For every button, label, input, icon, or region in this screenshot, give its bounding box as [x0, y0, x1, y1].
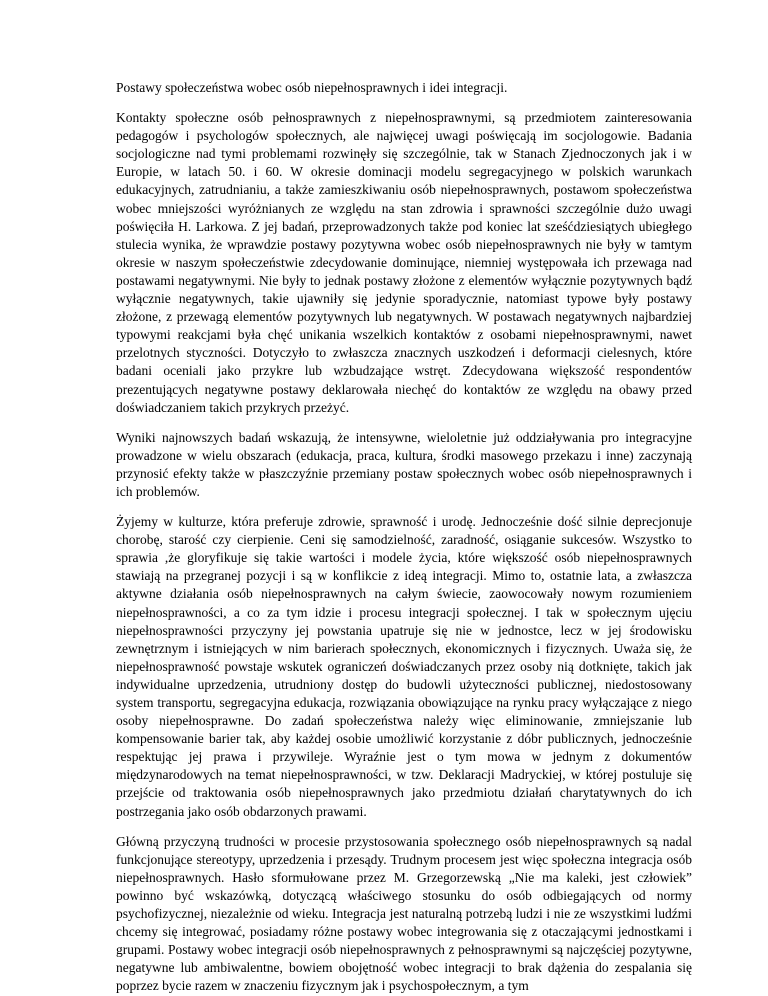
paragraph-2: Wyniki najnowszych badań wskazują, że intensywne, wieloletnie już oddziaływania pro integracyjne prowadzone w wielu obszarach (edukacja, praca, kultura, środki masowego przekazu i inne) zaczynają przynosić efekty także w płaszczyźnie przemiany postaw społecznych wobec osób niepełnosprawnych i ich problemów.: [116, 429, 692, 499]
paragraph-4: Główną przyczyną trudności w procesie przystosowania społecznego osób niepełnosprawnych są nadal funkcjonujące stereotypy, uprzedzenia i przesądy. Trudnym procesem jest więc społeczna integracja osób niepełnosprawnych. Hasło sformułowane przez M. Grzegorzewską „Nie ma kaleki, jest człowiek” powinno być wskazówką, dotyczącą właściwego stosunku do osób odbiegających od normy psychofizycznej, niezależnie od wieku. Integracja jest naturalną potrzebą ludzi i nie ze wszystkimi ludźmi chcemy się integrować, posiadamy różne postawy wobec integrowania się z otaczającymi jednostkami i grupami. Postawy wobec integracji osób niepełnosprawnych z pełnosprawnymi są najczęściej pozytywne, negatywne lub ambiwalentne, bowiem obojętność wobec integracji to brak dążenia do zespalania się poprzez bycie razem w znaczeniu fizycznym jak i psychospołecznym, a tym: [116, 833, 692, 994]
paragraph-3: Żyjemy w kulturze, która preferuje zdrowie, sprawność i urodę. Jednocześnie dość silnie deprecjonuje chorobę, starość czy cierpienie. Ceni się samodzielność, zaradność, osiąganie sukcesów. Wszystko to sprawia ,że gloryfikuje się takie wartości i modele życia, które większość osób niepełnosprawnych stawiają na przegranej pozycji i są w konflikcie z ideą integracji. Mimo to, ostatnie lata, a zwłaszcza aktywne działania osób niepełnosprawnych na całym świecie, zaowocowały nowym rozumieniem niepełnosprawności, a co za tym idzie i procesu integracji społecznej. I tak w społecznym ujęciu niepełnosprawności przyczyny jej powstania upatruje się nie w jednostce, lecz w jej środowisku zewnętrznym i istniejących w nim barierach społecznych, ekonomicznych i fizycznych. Uważa się, że niepełnosprawność powstaje wskutek ograniczeń doświadczanych przez osoby nią dotknięte, takich jak indywidualne uprzedzenia, utrudniony dostęp do budowli użyteczności publicznej, niedostosowany system transportu, segregacyjna edukacja, rozwiązania obowiązujące na rynku pracy wyłączające z niego osoby niepełnosprawne. Do zadań społeczeństwa należy więc eliminowanie, zmniejszanie lub kompensowanie barier tak, aby każdej osobie umożliwić korzystanie z dóbr publicznych, jednocześnie respektując jej prawa i przywileje. Wyraźnie jest o tym mowa w jednym z dokumentów międzynarodowych na temat niepełnosprawności, w tzw. Deklaracji Madryckiej, w której postuluje się przejście od traktowania osób niepełnosprawnych jako przedmiotu działań charytatywnych do ich postrzegania jako osób obdarzonych prawami.: [116, 514, 692, 819]
document-title: Postawy społeczeństwa wobec osób niepełnosprawnych i idei integracji.: [116, 80, 508, 95]
paragraph-1: Kontakty społeczne osób pełnosprawnych z niepełnosprawnymi, są przedmiotem zainteresowania pedagogów i psychologów społecznych, ale najwięcej uwagi poświęcają im socjologowie. Badania socjologiczne nad tymi problemami rozwinęły się szczególnie, tak w Stanach Zjednoczonych jak i w Europie, w latach 50. i 60. W okresie dominacji modelu segregacyjnego w polskich warunkach edukacyjnych, zatrudnianiu, a także zamieszkiwaniu osób niepełnosprawnych, postawom społeczeństwa wobec mniejszości wyróżnianych ze względu na stan zdrowia i sprawności szczególnie dużo uwagi poświęciła H. Larkowa. Z jej badań, przeprowadzonych także pod koniec lat sześćdziesiątych ubiegłego stulecia wynika, że wprawdzie postawy pozytywna wobec osób niepełnosprawnych nie były w tamtym okresie w naszym społeczeństwie zdecydowanie dominujące, niemniej występowała ich przewaga nad postawami negatywnymi. Nie były to jednak postawy złożone z elementów wyłącznie pozytywnych bądź wyłącznie negatywnych, takie ujawniły się jedynie sporadycznie, natomiast typowe były postawy złożone, z przewagą elementów pozytywnych lub negatywnych. W postawach negatywnych najbardziej typowymi reakcjami była chęć unikania wszelkich kontaktów z osobami niepełnosprawnymi, nawet przelotnych styczności. Dotyczyło to zwłaszcza znacznych uszkodzeń i deformacji cielesnych, które badani oceniali jako przykre lub wzbudzające wstręt. Zdecydowana większość respondentów prezentujących negatywne postawy deklarowała niechęć do kontaktów ze względu na obawy przed doświadczaniem takich przykrych przeżyć.: [116, 110, 692, 415]
